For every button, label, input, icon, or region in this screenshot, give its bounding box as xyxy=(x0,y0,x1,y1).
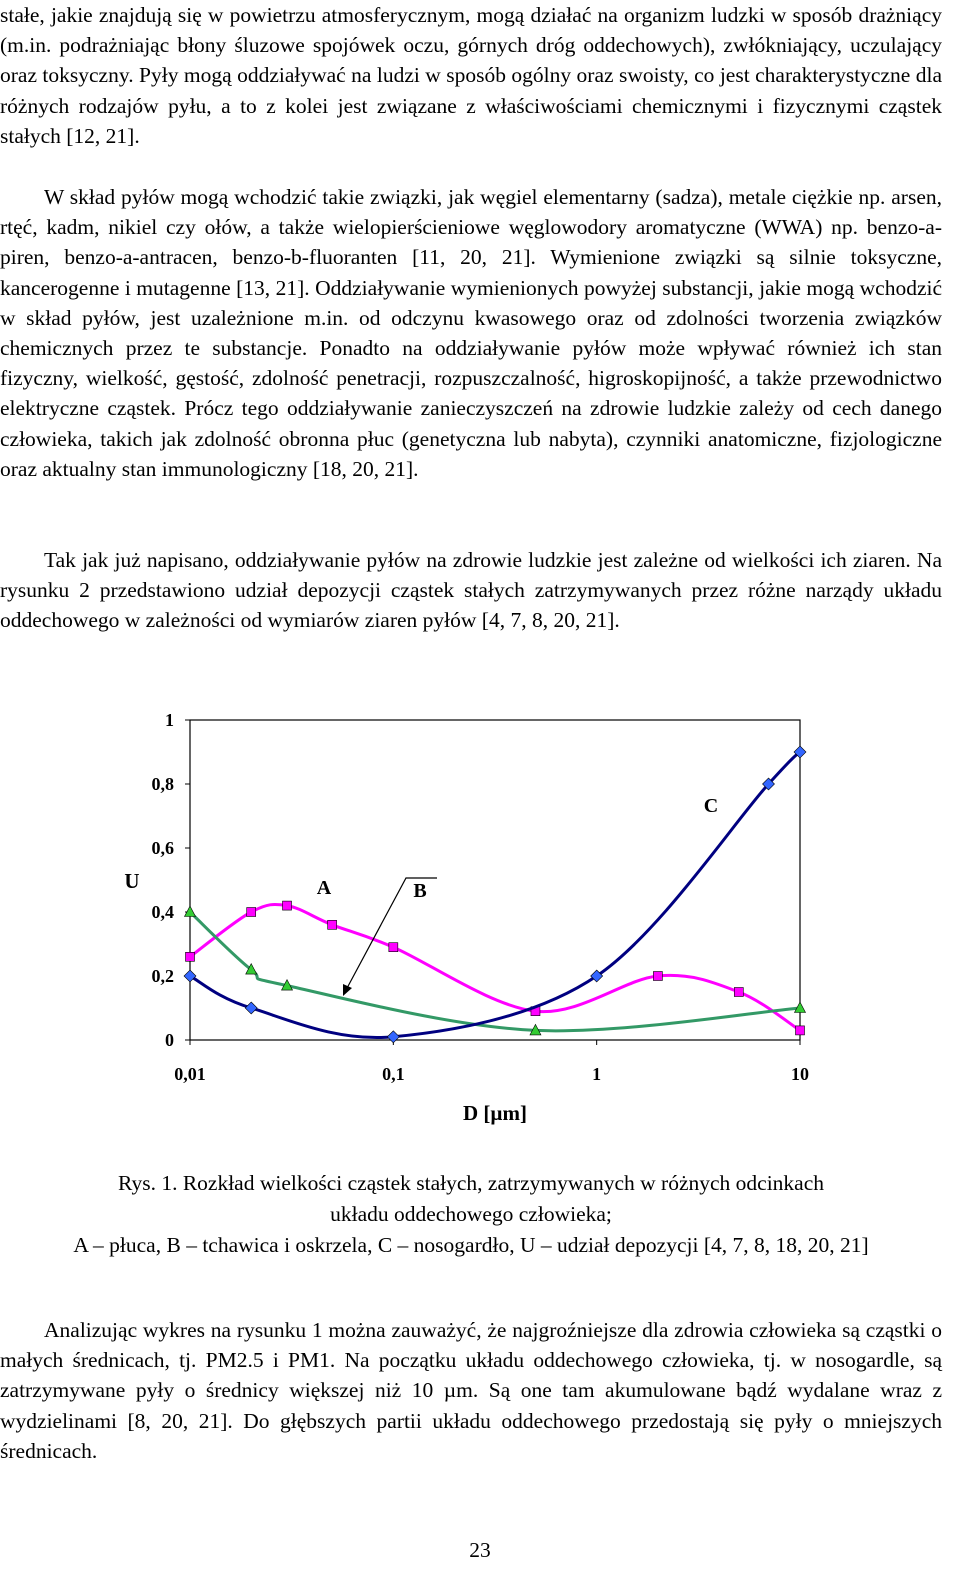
chart-svg xyxy=(0,690,960,1160)
data-point xyxy=(247,908,256,917)
chart-axes xyxy=(190,720,800,1040)
caption-line-1: Rys. 1. Rozkład wielkości cząstek stałych, zatrzymywanych w różnych odcinkach xyxy=(117,1171,825,1195)
paragraph-2 xyxy=(0,182,942,484)
curve-label-C: C xyxy=(703,795,719,817)
y-axis-title: U xyxy=(124,869,140,893)
curve-label-B: B xyxy=(413,880,427,902)
x-tick-label: 1 xyxy=(592,1064,602,1084)
data-point xyxy=(734,988,743,997)
y-tick-label: 0 xyxy=(165,1030,174,1050)
plot-area-frame xyxy=(190,720,800,1040)
data-point xyxy=(387,1031,399,1043)
figure-deposition-chart xyxy=(0,690,960,1160)
chart-series xyxy=(184,746,806,1043)
series-line-B xyxy=(190,912,800,1031)
y-tick-label: 0,8 xyxy=(151,774,174,794)
caption-line-3: A – płuca, B – tchawica i oskrzela, C – nosogardło, U – udział depozycji [4, 7, 8, 18, 20, 21] xyxy=(73,1233,869,1257)
x-tick-label: 0,1 xyxy=(382,1064,405,1084)
curve-label-A: A xyxy=(316,877,332,899)
x-tick-label: 10 xyxy=(791,1064,809,1084)
paragraph-3-text: Tak jak już napisano, oddziaływanie pyłów na zdrowie ludzkie jest zależne od wielkości ich ziaren. Na rysunku 2 przedstawiono udział depozycji cząstek stałych zatrzymywanych przez różne narządy układu oddechowego w zależności od wymiarów ziaren pyłów [4, 7, 8, 20, 21]. xyxy=(0,548,942,633)
y-tick-label: 0,4 xyxy=(151,902,174,922)
paragraph-4-text: Analizując wykres na rysunku 1 można zauważyć, że najgroźniejsze dla zdrowia człowieka są cząstki o małych średnicach, tj. PM2.5 i PM1. Na początku układu oddechowego człowieka, tj. w nosogardle, są zatrzymywane pyły o średnicy większej niż 10 µm. Są one tam akumulowane bądź wydalane wraz z wydzielinami [8, 20, 21]. Do głębszych partii układu oddechowego przedostają się pyły o mniejszych średnicach. xyxy=(0,1318,942,1463)
data-point xyxy=(185,906,196,917)
data-point xyxy=(186,952,195,961)
caption-line-2: układu oddechowego człowieka; xyxy=(330,1202,612,1226)
paragraph-3 xyxy=(0,545,942,636)
y-tick-label: 0,6 xyxy=(151,838,174,858)
y-tick-label: 0,2 xyxy=(151,966,174,986)
figure-caption xyxy=(0,1168,942,1261)
chart-ticks xyxy=(152,710,810,1084)
x-axis-title: D [µm] xyxy=(463,1101,527,1125)
paragraph-4 xyxy=(0,1315,942,1466)
data-point xyxy=(283,901,292,910)
series-line-A xyxy=(190,904,800,1030)
data-point xyxy=(245,1002,257,1014)
data-point xyxy=(653,972,662,981)
x-tick-label: 0,01 xyxy=(174,1064,206,1084)
data-point xyxy=(796,1026,805,1035)
page-number: 23 xyxy=(469,1538,491,1562)
data-point xyxy=(328,920,337,929)
y-tick-label: 1 xyxy=(165,710,174,730)
paragraph-2-text: W skład pyłów mogą wchodzić takie związki, jak węgiel elementarny (sadza), metale ciężkie np. arsen, rtęć, kadm, nikiel czy ołów, a także wielopierścieniowe węglowodory aromatyczne (WWA) np. benzo-a-piren, benzo-a-antracen, benzo-b-fluoranten [11, 20, 21]. Wymienione związki są silnie toksyczne, kancerogenne i mutagenne [13, 21]. Oddziaływanie wymienionych powyżej substancji, jakie mogą wchodzić w skład pyłów, jest uzależnione m.in. od odczynu kwasowego oraz od zdolności tworzenia związków chemicznych przez te substancje. Ponadto na oddziaływanie pyłów może wpływać również ich stan fizyczny, wielkość, gęstość, zdolność penetracji, rozpuszczalność, higroskopijność, a także przewodnictwo elektryczne cząstek. Prócz tego oddziaływanie zanieczyszczeń na zdrowie ludzkie zależy od cech danego człowieka, takich jak zdolność obronna płuc (genetyczna lub nabyta), czynniki anatomiczne, fizjologiczne oraz aktualny stan immunologiczny [18, 20, 21]. xyxy=(0,185,942,481)
data-point xyxy=(389,943,398,952)
paragraph-1: stałe, jakie znajdują się w powietrzu atmosferycznym, mogą działać na organizm ludzki w sposób drażniący (m.in. podrażniając błony śluzowe spojówek oczu, górnych dróg oddechowych), zwłókniający, uczulający oraz toksyczny. Pyły mogą oddziaływać na ludzi w sposób ogólny oraz swoisty, co jest charakterystyczne dla różnych rodzajów pyłu, a to z kolei jest związane z właściwościami chemicznymi i fizycznymi cząstek stałych [12, 21]. xyxy=(0,3,942,148)
series-A xyxy=(186,901,805,1035)
leader-arrowhead xyxy=(343,984,352,996)
